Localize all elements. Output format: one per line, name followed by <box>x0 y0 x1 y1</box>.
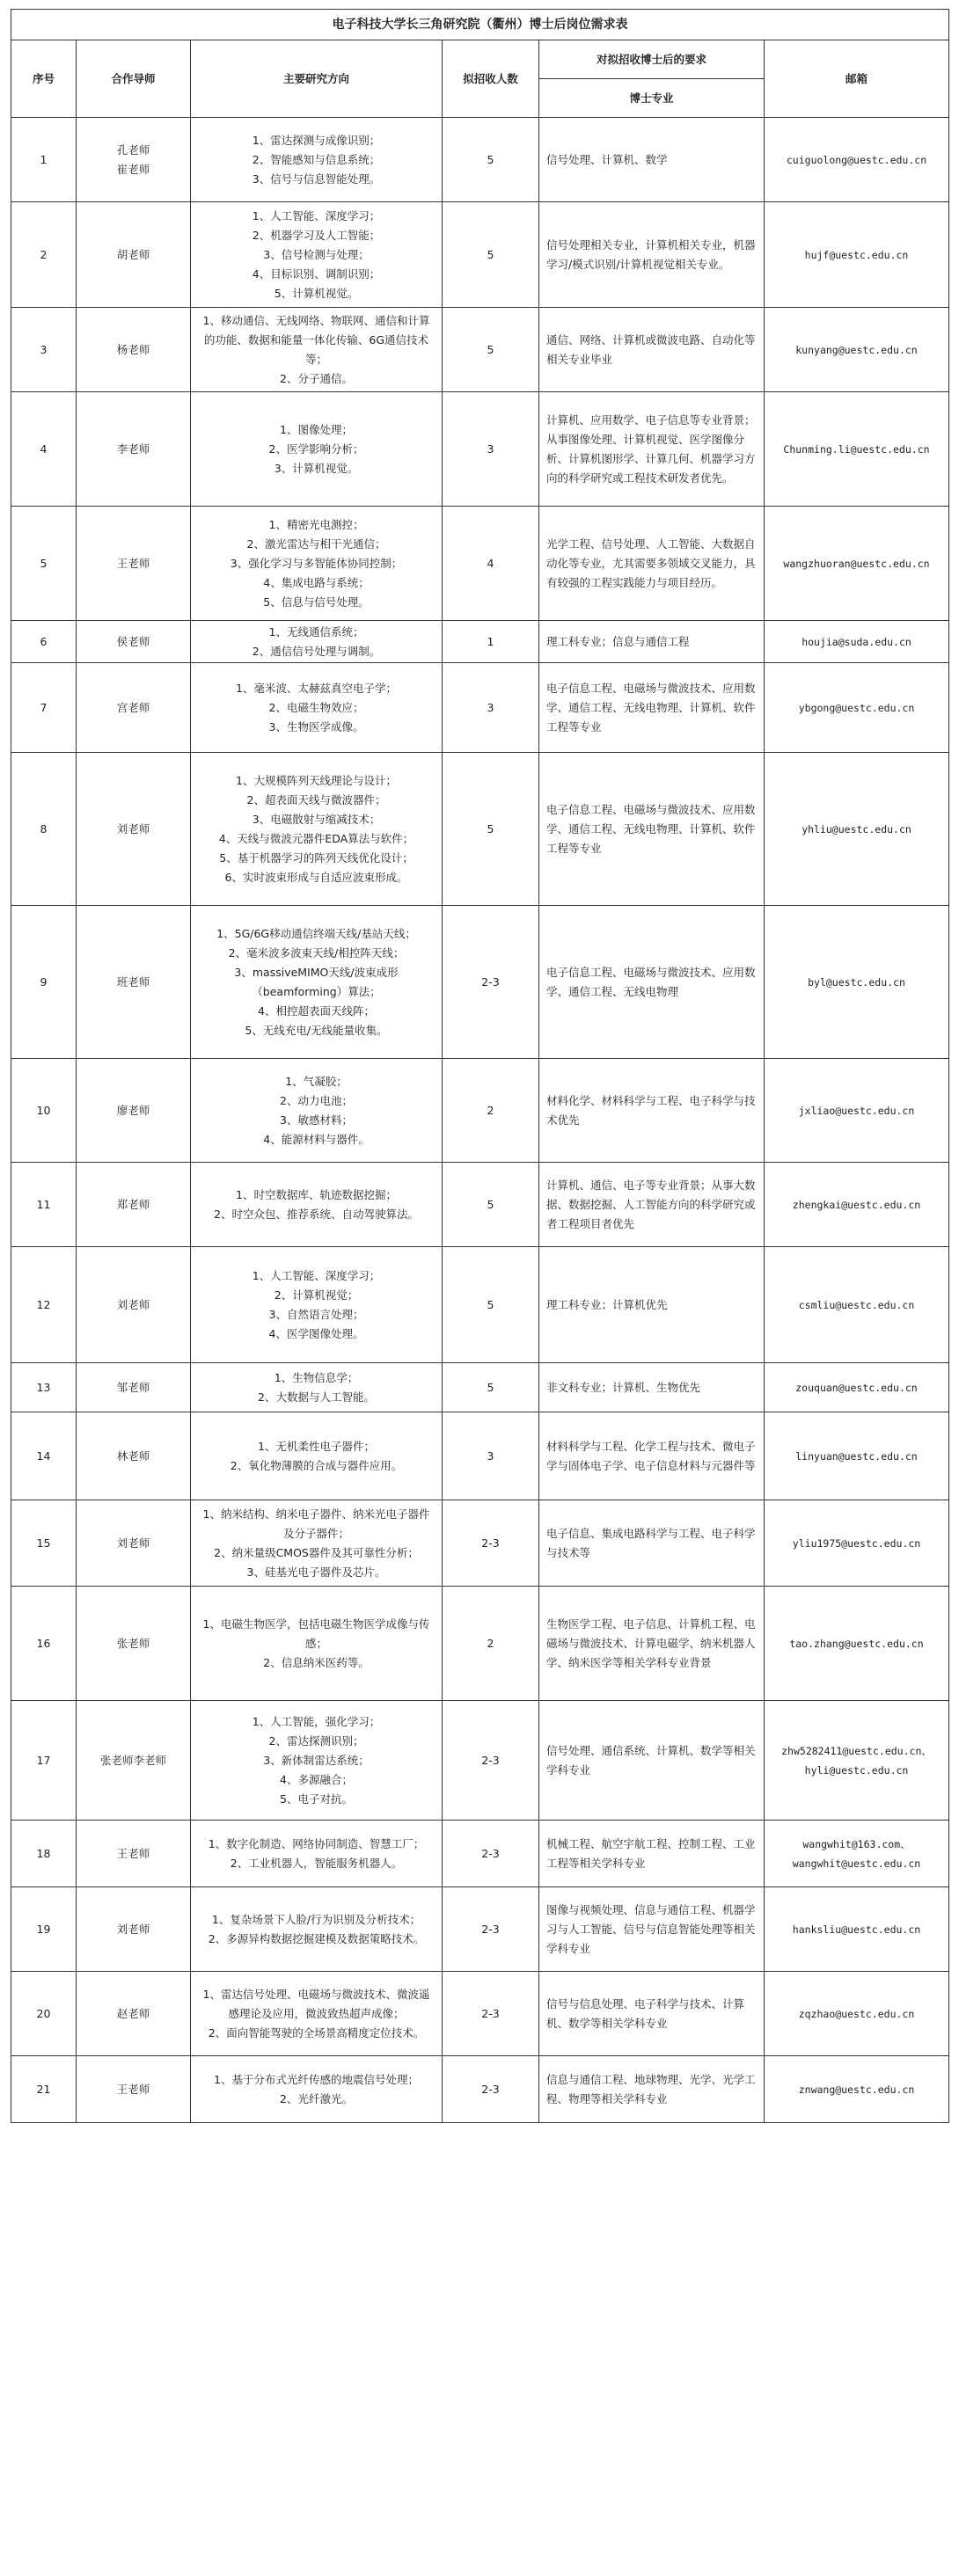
research-direction-item: 2、机器学习及人工智能； <box>252 228 381 242</box>
email-address[interactable]: kunyang@uestc.edu.cn <box>795 343 918 356</box>
email-address[interactable]: zqzhao@uestc.edu.cn <box>798 2007 915 2020</box>
row-number: 14 <box>11 1412 77 1500</box>
research-direction-item: 2、超表面天线与微波器件； <box>246 792 386 806</box>
tutor-name: 邹老师 <box>116 1380 150 1394</box>
tutor-name: 林老师 <box>116 1449 150 1463</box>
research-direction-item: 1、人工智能、深度学习； <box>252 1268 381 1282</box>
tutor-name: 刘老师 <box>116 821 150 836</box>
tutor-name: 王老师 <box>116 556 150 570</box>
email-address[interactable]: wangzhuoran@uestc.edu.cn <box>783 557 930 570</box>
table-row <box>11 308 949 392</box>
tutor-name: 张老师李老师 <box>99 1753 166 1767</box>
tutor-cell <box>77 507 191 621</box>
doctoral-major: 信息与通信工程、地球物理、光学、光学工程、物理等相关学科专业 <box>539 2056 765 2123</box>
tutor-name: 孔老师 <box>116 142 150 157</box>
research-direction-item: 1、精密光电测控； <box>268 517 364 531</box>
research-direction-item: 1、纳米结构、纳米电子器件、纳米光电子器件及分子器件； <box>202 1507 430 1540</box>
email-cell <box>765 1059 949 1163</box>
research-direction-item: 2、纳米量级CMOS器件及其可靠性分析； <box>214 1545 419 1559</box>
research-direction-item: 5、无线充电/无线能量收集。 <box>245 1023 388 1037</box>
research-direction-list <box>200 515 433 612</box>
research-direction-item: 2、时空众包、推荐系统、自动驾驶算法。 <box>214 1207 419 1221</box>
research-direction-item: 3、信号与信息智能处理。 <box>252 171 381 186</box>
row-number: 9 <box>11 906 77 1059</box>
tutor-cell <box>77 1587 191 1701</box>
research-direction-item: 1、基于分布式光纤传感的地震信号处理； <box>214 2072 419 2086</box>
email-cell <box>765 753 949 906</box>
tutor-cell <box>77 663 191 753</box>
email-cell <box>765 1821 949 1887</box>
research-direction-item: 2、多源异构数据挖掘建模及数据策略技术。 <box>208 1931 425 1945</box>
tutor-cell <box>77 308 191 392</box>
research-direction-item: 5、电子对抗。 <box>280 1792 353 1806</box>
recruit-count: 3 <box>443 663 539 753</box>
doctoral-major: 计算机、应用数学、电子信息等专业背景；从事图像处理、计算机视觉、医学图像分析、计算机图形学、计算几何、机器学习方向的科学研究或工程技术研发者优先。 <box>539 392 765 507</box>
doctoral-major: 电子信息工程、电磁场与微波技术、应用数学、通信工程、无线电物理、计算机、软件工程等专业 <box>539 753 765 906</box>
email-address[interactable]: byl@uestc.edu.cn <box>808 975 905 989</box>
research-direction-list <box>200 2070 433 2109</box>
research-direction-item: 6、实时波束形成与自适应波束形成。 <box>224 870 408 884</box>
research-direction-item: 2、氧化物薄膜的合成与器件应用。 <box>230 1458 403 1472</box>
research-direction-item: 5、信息与信号处理。 <box>263 595 370 609</box>
research-direction-item: 1、5G/6G移动通信终端天线/基站天线； <box>216 926 416 940</box>
table-row <box>11 1412 949 1500</box>
table-row <box>11 1821 949 1887</box>
research-direction-cell <box>191 1412 443 1500</box>
table-row <box>11 118 949 202</box>
tutor-name: 郑老师 <box>116 1197 150 1211</box>
row-number: 10 <box>11 1059 77 1163</box>
recruit-count: 5 <box>443 118 539 202</box>
recruit-count: 2-3 <box>443 2056 539 2123</box>
tutor-name: 崔老师 <box>116 162 150 176</box>
table-row <box>11 906 949 1059</box>
research-direction-item: 1、雷达探测与成像识别； <box>252 133 381 147</box>
research-direction-list <box>200 1437 433 1476</box>
row-number: 12 <box>11 1247 77 1363</box>
tutor-name: 廖老师 <box>116 1103 150 1117</box>
research-direction-item: 3、强化学习与多智能体协同控制； <box>230 556 403 570</box>
header-major: 博士专业 <box>539 79 765 118</box>
email-address[interactable]: hujf@uestc.edu.cn <box>804 248 909 261</box>
title-row <box>11 10 949 40</box>
email-address[interactable]: ybgong@uestc.edu.cn <box>798 701 915 714</box>
email-cell <box>765 118 949 202</box>
research-direction-cell <box>191 621 443 663</box>
research-direction-item: 2、大数据与人工智能。 <box>258 1390 375 1404</box>
research-direction-cell <box>191 118 443 202</box>
tutor-name: 宫老师 <box>116 700 150 714</box>
research-direction-cell <box>191 1887 443 1972</box>
tutor-name: 王老师 <box>116 1846 150 1860</box>
recruit-count: 3 <box>443 392 539 507</box>
tutor-name: 刘老师 <box>116 1536 150 1550</box>
research-direction-item: 1、雷达信号处理、电磁场与微波技术、微波遥感理论及应用，微波致热超声成像； <box>202 1987 430 2020</box>
table-row <box>11 1887 949 1972</box>
research-direction-cell <box>191 1247 443 1363</box>
recruit-count: 2-3 <box>443 1887 539 1972</box>
research-direction-item: 1、时空数据库、轨迹数据挖掘； <box>236 1187 397 1201</box>
doctoral-major: 信号处理、通信系统、计算机、数学等相关学科专业 <box>539 1701 765 1821</box>
row-number: 6 <box>11 621 77 663</box>
recruit-count: 2-3 <box>443 1972 539 2056</box>
tutor-cell <box>77 1247 191 1363</box>
email-cell <box>765 2056 949 2123</box>
table-row <box>11 2056 949 2123</box>
research-direction-item: 4、集成电路与系统； <box>263 575 370 589</box>
tutor-cell <box>77 1821 191 1887</box>
doctoral-major: 生物医学工程、电子信息、计算机工程、电磁场与微波技术、计算电磁学、纳米机器人学、纳米医学等相关学科专业背景 <box>539 1587 765 1701</box>
research-direction-item: 1、电磁生物医学，包括电磁生物医学成像与传感； <box>202 1616 430 1650</box>
research-direction-item: 3、敏感材料； <box>280 1113 353 1127</box>
research-direction-item: 1、生物信息学； <box>274 1370 359 1384</box>
row-number: 20 <box>11 1972 77 2056</box>
email-cell <box>765 1500 949 1587</box>
email-address[interactable]: csmliu@uestc.edu.cn <box>798 1298 915 1311</box>
recruit-count: 5 <box>443 1363 539 1412</box>
research-direction-item: 1、大规模阵列天线理论与设计； <box>236 773 397 787</box>
research-direction-item: 3、自然语言处理； <box>268 1307 364 1321</box>
research-direction-list <box>200 1835 433 1873</box>
email-address[interactable]: zhengkai@uestc.edu.cn <box>792 1198 921 1211</box>
email-address[interactable]: cuiguolong@uestc.edu.cn <box>786 153 927 166</box>
research-direction-item: 4、天线与微波元器件EDA算法与软件； <box>218 831 414 845</box>
tutor-name: 侯老师 <box>116 634 150 648</box>
email-cell <box>765 1363 949 1412</box>
research-direction-cell <box>191 1500 443 1587</box>
header-no: 序号 <box>11 40 77 118</box>
row-number: 16 <box>11 1587 77 1701</box>
research-direction-item: 1、气凝胶； <box>285 1074 348 1088</box>
email-address[interactable]: hanksliu@uestc.edu.cn <box>792 1923 921 1936</box>
tutor-name: 李老师 <box>116 441 150 456</box>
email-cell <box>765 1163 949 1247</box>
recruit-count: 5 <box>443 1247 539 1363</box>
research-direction-item: 4、医学图像处理。 <box>268 1326 364 1340</box>
tutor-cell <box>77 753 191 906</box>
tutor-cell <box>77 906 191 1059</box>
research-direction-item: 2、智能感知与信息系统； <box>252 152 381 166</box>
research-direction-item: 2、分子通信。 <box>280 371 353 385</box>
research-direction-item: 1、人工智能、深度学习； <box>252 208 381 223</box>
research-direction-item: 3、生物医学成像。 <box>268 719 364 733</box>
email-cell <box>765 663 949 753</box>
research-direction-cell <box>191 1972 443 2056</box>
research-direction-cell <box>191 1701 443 1821</box>
research-direction-item: 4、能源材料与器件。 <box>263 1132 370 1146</box>
doctoral-major: 理工科专业；信息与通信工程 <box>539 621 765 663</box>
research-direction-item: 1、移动通信、无线网络、物联网、通信和计算的功能、数据和能量一体化传输、6G通信技术等； <box>202 313 430 366</box>
email-address[interactable]: zhw5282411@uestc.edu.cn、 <box>781 1744 932 1757</box>
row-number: 4 <box>11 392 77 507</box>
tutor-cell <box>77 1363 191 1412</box>
doctoral-major: 计算机、通信、电子等专业背景；从事大数据、数据挖掘、人工智能方向的科学研究或者工程项目者优先 <box>539 1163 765 1247</box>
tutor-cell <box>77 621 191 663</box>
recruit-count: 1 <box>443 621 539 663</box>
doctoral-major: 信号与信息处理、电子科学与技术、计算机、数学等相关学科专业 <box>539 1972 765 2056</box>
row-number: 8 <box>11 753 77 906</box>
research-direction-list <box>200 1266 433 1344</box>
research-direction-item: 2、医学影响分析； <box>268 441 364 456</box>
table-row <box>11 202 949 308</box>
research-direction-item: 1、毫米波、太赫兹真空电子学； <box>236 681 397 695</box>
tutor-name: 张老师 <box>116 1636 150 1650</box>
research-direction-cell <box>191 1059 443 1163</box>
research-direction-list <box>200 1615 433 1673</box>
research-direction-cell <box>191 906 443 1059</box>
row-number: 7 <box>11 663 77 753</box>
research-direction-list <box>200 311 433 389</box>
research-direction-list <box>200 1186 433 1224</box>
research-direction-list <box>200 131 433 189</box>
research-direction-item: 4、目标识别、调制识别； <box>252 266 381 281</box>
research-direction-cell <box>191 1821 443 1887</box>
research-direction-list <box>200 207 433 303</box>
research-direction-cell <box>191 2056 443 2123</box>
table-row <box>11 1972 949 2056</box>
research-direction-list <box>200 420 433 478</box>
tutor-cell <box>77 2056 191 2123</box>
doctoral-major: 材料化学、材料科学与工程、电子科学与技术优先 <box>539 1059 765 1163</box>
row-number: 13 <box>11 1363 77 1412</box>
doctoral-major: 非文科专业；计算机、生物优先 <box>539 1363 765 1412</box>
research-direction-item: 3、新体制雷达系统； <box>263 1753 370 1767</box>
table-row <box>11 753 949 906</box>
research-direction-item: 2、光纤激光。 <box>280 2091 353 2105</box>
research-direction-list <box>200 1368 433 1407</box>
tutor-cell <box>77 202 191 308</box>
email-address[interactable]: Chunming.li@uestc.edu.cn <box>783 442 930 456</box>
doctoral-major: 电子信息、集成电路科学与工程、电子科学与技术等 <box>539 1500 765 1587</box>
doctoral-major: 电子信息工程、电磁场与微波技术、应用数学、通信工程、无线电物理 <box>539 906 765 1059</box>
table-row <box>11 1163 949 1247</box>
recruit-count: 2-3 <box>443 906 539 1059</box>
email-address[interactable]: tao.zhang@uestc.edu.cn <box>789 1637 924 1650</box>
research-direction-item: 2、电磁生物效应； <box>268 700 364 714</box>
research-direction-item: 3、硅基光电子器件及芯片。 <box>246 1565 386 1579</box>
row-number: 2 <box>11 202 77 308</box>
research-direction-item: 1、人工智能，强化学习； <box>252 1714 381 1728</box>
email-cell <box>765 202 949 308</box>
email-address[interactable]: hyli@uestc.edu.cn <box>804 1763 909 1777</box>
recruit-count: 5 <box>443 202 539 308</box>
tutor-cell <box>77 1163 191 1247</box>
email-cell <box>765 1587 949 1701</box>
research-direction-list <box>200 771 433 887</box>
email-cell <box>765 621 949 663</box>
row-number: 5 <box>11 507 77 621</box>
research-direction-item: 5、计算机视觉。 <box>274 286 359 300</box>
research-direction-item: 1、无线通信系统； <box>268 624 364 639</box>
table-row <box>11 1059 949 1163</box>
email-cell <box>765 1412 949 1500</box>
table-row <box>11 621 949 663</box>
research-direction-item: 2、通信信号处理与调制。 <box>252 644 381 658</box>
email-address[interactable]: wangwhit@uestc.edu.cn <box>792 1857 921 1870</box>
research-direction-cell <box>191 1163 443 1247</box>
tutor-name: 刘老师 <box>116 1297 150 1311</box>
email-cell <box>765 1887 949 1972</box>
research-direction-item: 2、激光雷达与相干光通信； <box>246 536 386 551</box>
recruit-count: 3 <box>443 1412 539 1500</box>
tutor-name: 赵老师 <box>116 2006 150 2020</box>
recruit-count: 2-3 <box>443 1701 539 1821</box>
table-row <box>11 1701 949 1821</box>
research-direction-item: 2、雷达探测识别； <box>268 1733 364 1748</box>
recruit-count: 5 <box>443 753 539 906</box>
email-cell <box>765 392 949 507</box>
header-direction: 主要研究方向 <box>191 40 443 118</box>
tutor-cell <box>77 1972 191 2056</box>
research-direction-list <box>200 679 433 737</box>
tutor-cell <box>77 1412 191 1500</box>
research-direction-item: 2、面向智能驾驶的全场景高精度定位技术。 <box>208 2025 425 2040</box>
email-cell <box>765 1247 949 1363</box>
research-direction-cell <box>191 753 443 906</box>
table-row <box>11 1587 949 1701</box>
recruit-count: 5 <box>443 308 539 392</box>
email-address[interactable]: jxliao@uestc.edu.cn <box>798 1104 915 1117</box>
research-direction-cell <box>191 663 443 753</box>
tutor-name: 刘老师 <box>116 1922 150 1936</box>
tutor-cell <box>77 118 191 202</box>
row-number: 21 <box>11 2056 77 2123</box>
document-page <box>11 9 948 2123</box>
table-row <box>11 1247 949 1363</box>
email-cell <box>765 308 949 392</box>
recruit-count: 4 <box>443 507 539 621</box>
email-cell <box>765 1701 949 1821</box>
research-direction-cell <box>191 308 443 392</box>
research-direction-list <box>200 1985 433 2043</box>
research-direction-item: 5、基于机器学习的阵列天线优化设计； <box>219 850 414 865</box>
email-address[interactable]: znwang@uestc.edu.cn <box>798 2083 915 2096</box>
research-direction-cell <box>191 507 443 621</box>
row-number: 18 <box>11 1821 77 1887</box>
doctoral-major: 电子信息工程、电磁场与微波技术、应用数学、通信工程、无线电物理、计算机、软件工程等专业 <box>539 663 765 753</box>
tutor-cell <box>77 1701 191 1821</box>
doctoral-major: 通信、网络、计算机或微波电路、自动化等相关专业毕业 <box>539 308 765 392</box>
email-address[interactable]: linyuan@uestc.edu.cn <box>795 1449 918 1463</box>
email-address[interactable]: zouquan@uestc.edu.cn <box>795 1381 918 1394</box>
research-direction-list <box>200 1910 433 1949</box>
research-direction-item: 3、信号检测与处理； <box>263 247 370 261</box>
row-number: 1 <box>11 118 77 202</box>
research-direction-list <box>200 924 433 1040</box>
email-address[interactable]: yhliu@uestc.edu.cn <box>802 822 911 836</box>
email-cell <box>765 1972 949 2056</box>
header-row-1 <box>11 40 949 79</box>
research-direction-item: 3、计算机视觉。 <box>274 461 359 475</box>
research-direction-item: 3、电磁散射与缩减技术； <box>252 812 381 826</box>
doctoral-major: 理工科专业；计算机优先 <box>539 1247 765 1363</box>
research-direction-item: 2、动力电池； <box>280 1093 353 1107</box>
research-direction-item: 1、图像处理； <box>280 422 353 436</box>
table-body <box>11 118 949 2123</box>
header-count: 拟招收人数 <box>443 40 539 118</box>
row-number: 3 <box>11 308 77 392</box>
research-direction-item: 3、massiveMIMO天线/波束成形（beamforming）算法； <box>234 965 399 998</box>
research-direction-cell <box>191 1587 443 1701</box>
header-requirements-group: 对拟招收博士后的要求 <box>539 40 765 79</box>
header-email: 邮箱 <box>765 40 949 118</box>
research-direction-item: 1、数字化制造、网络协同制造、智慧工厂； <box>208 1836 425 1850</box>
header-tutor: 合作导师 <box>77 40 191 118</box>
research-direction-item: 2、信息纳米医药等。 <box>263 1655 370 1669</box>
table-row <box>11 1500 949 1587</box>
research-direction-item: 2、工业机器人，智能服务机器人。 <box>230 1856 403 1870</box>
row-number: 15 <box>11 1500 77 1587</box>
email-cell <box>765 507 949 621</box>
tutor-cell <box>77 392 191 507</box>
email-address[interactable]: wangwhit@163.com、 <box>802 1837 911 1850</box>
tutor-name: 杨老师 <box>116 342 150 356</box>
doctoral-major: 材料科学与工程、化学工程与技术、微电子学与固体电子学、电子信息材料与元器件等 <box>539 1412 765 1500</box>
table-row <box>11 392 949 507</box>
doctoral-major: 图像与视频处理、信息与通信工程、机器学习与人工智能、信号与信息智能处理等相关学科专业 <box>539 1887 765 1972</box>
table-row <box>11 663 949 753</box>
doctoral-major: 信号处理相关专业，计算机相关专业，机器学习/模式识别/计算机视觉相关专业。 <box>539 202 765 308</box>
research-direction-cell <box>191 202 443 308</box>
doctoral-major: 机械工程、航空宇航工程、控制工程、工业工程等相关学科专业 <box>539 1821 765 1887</box>
doctoral-major: 光学工程、信号处理、人工智能、大数据自动化等专业，尤其需要多领域交叉能力，具有较强的工程实践能力与项目经历。 <box>539 507 765 621</box>
recruit-count: 2-3 <box>443 1821 539 1887</box>
research-direction-item: 4、相控超表面天线阵； <box>258 1003 375 1018</box>
table-row <box>11 507 949 621</box>
research-direction-item: 2、毫米波多波束天线/相控阵天线； <box>228 945 405 960</box>
research-direction-item: 2、计算机视觉； <box>274 1288 359 1302</box>
table-title: 电子科技大学长三角研究院（衢州）博士后岗位需求表 <box>11 10 949 40</box>
recruit-count: 2-3 <box>443 1500 539 1587</box>
email-address[interactable]: houjia@suda.edu.cn <box>802 635 911 648</box>
research-direction-list <box>200 1505 433 1582</box>
research-direction-item: 1、复杂场景下人脸/行为识别及分析技术； <box>211 1912 421 1926</box>
research-direction-item: 1、无机柔性电子器件； <box>258 1439 375 1453</box>
doctoral-major: 信号处理、计算机、数学 <box>539 118 765 202</box>
tutor-name: 胡老师 <box>116 247 150 261</box>
row-number: 19 <box>11 1887 77 1972</box>
tutor-cell <box>77 1059 191 1163</box>
research-direction-list <box>200 1072 433 1149</box>
recruit-count: 2 <box>443 1059 539 1163</box>
research-direction-list <box>200 1712 433 1809</box>
table-row <box>11 1363 949 1412</box>
tutor-name: 班老师 <box>116 974 150 989</box>
research-direction-list <box>200 623 433 661</box>
postdoc-requirements-table <box>11 9 949 2123</box>
row-number: 17 <box>11 1701 77 1821</box>
recruit-count: 2 <box>443 1587 539 1701</box>
email-address[interactable]: yliu1975@uestc.edu.cn <box>792 1536 921 1550</box>
tutor-name: 王老师 <box>116 2082 150 2096</box>
research-direction-cell <box>191 392 443 507</box>
research-direction-cell <box>191 1363 443 1412</box>
recruit-count: 5 <box>443 1163 539 1247</box>
research-direction-item: 4、多源融合； <box>280 1772 353 1786</box>
row-number: 11 <box>11 1163 77 1247</box>
tutor-cell <box>77 1500 191 1587</box>
tutor-cell <box>77 1887 191 1972</box>
email-cell <box>765 906 949 1059</box>
